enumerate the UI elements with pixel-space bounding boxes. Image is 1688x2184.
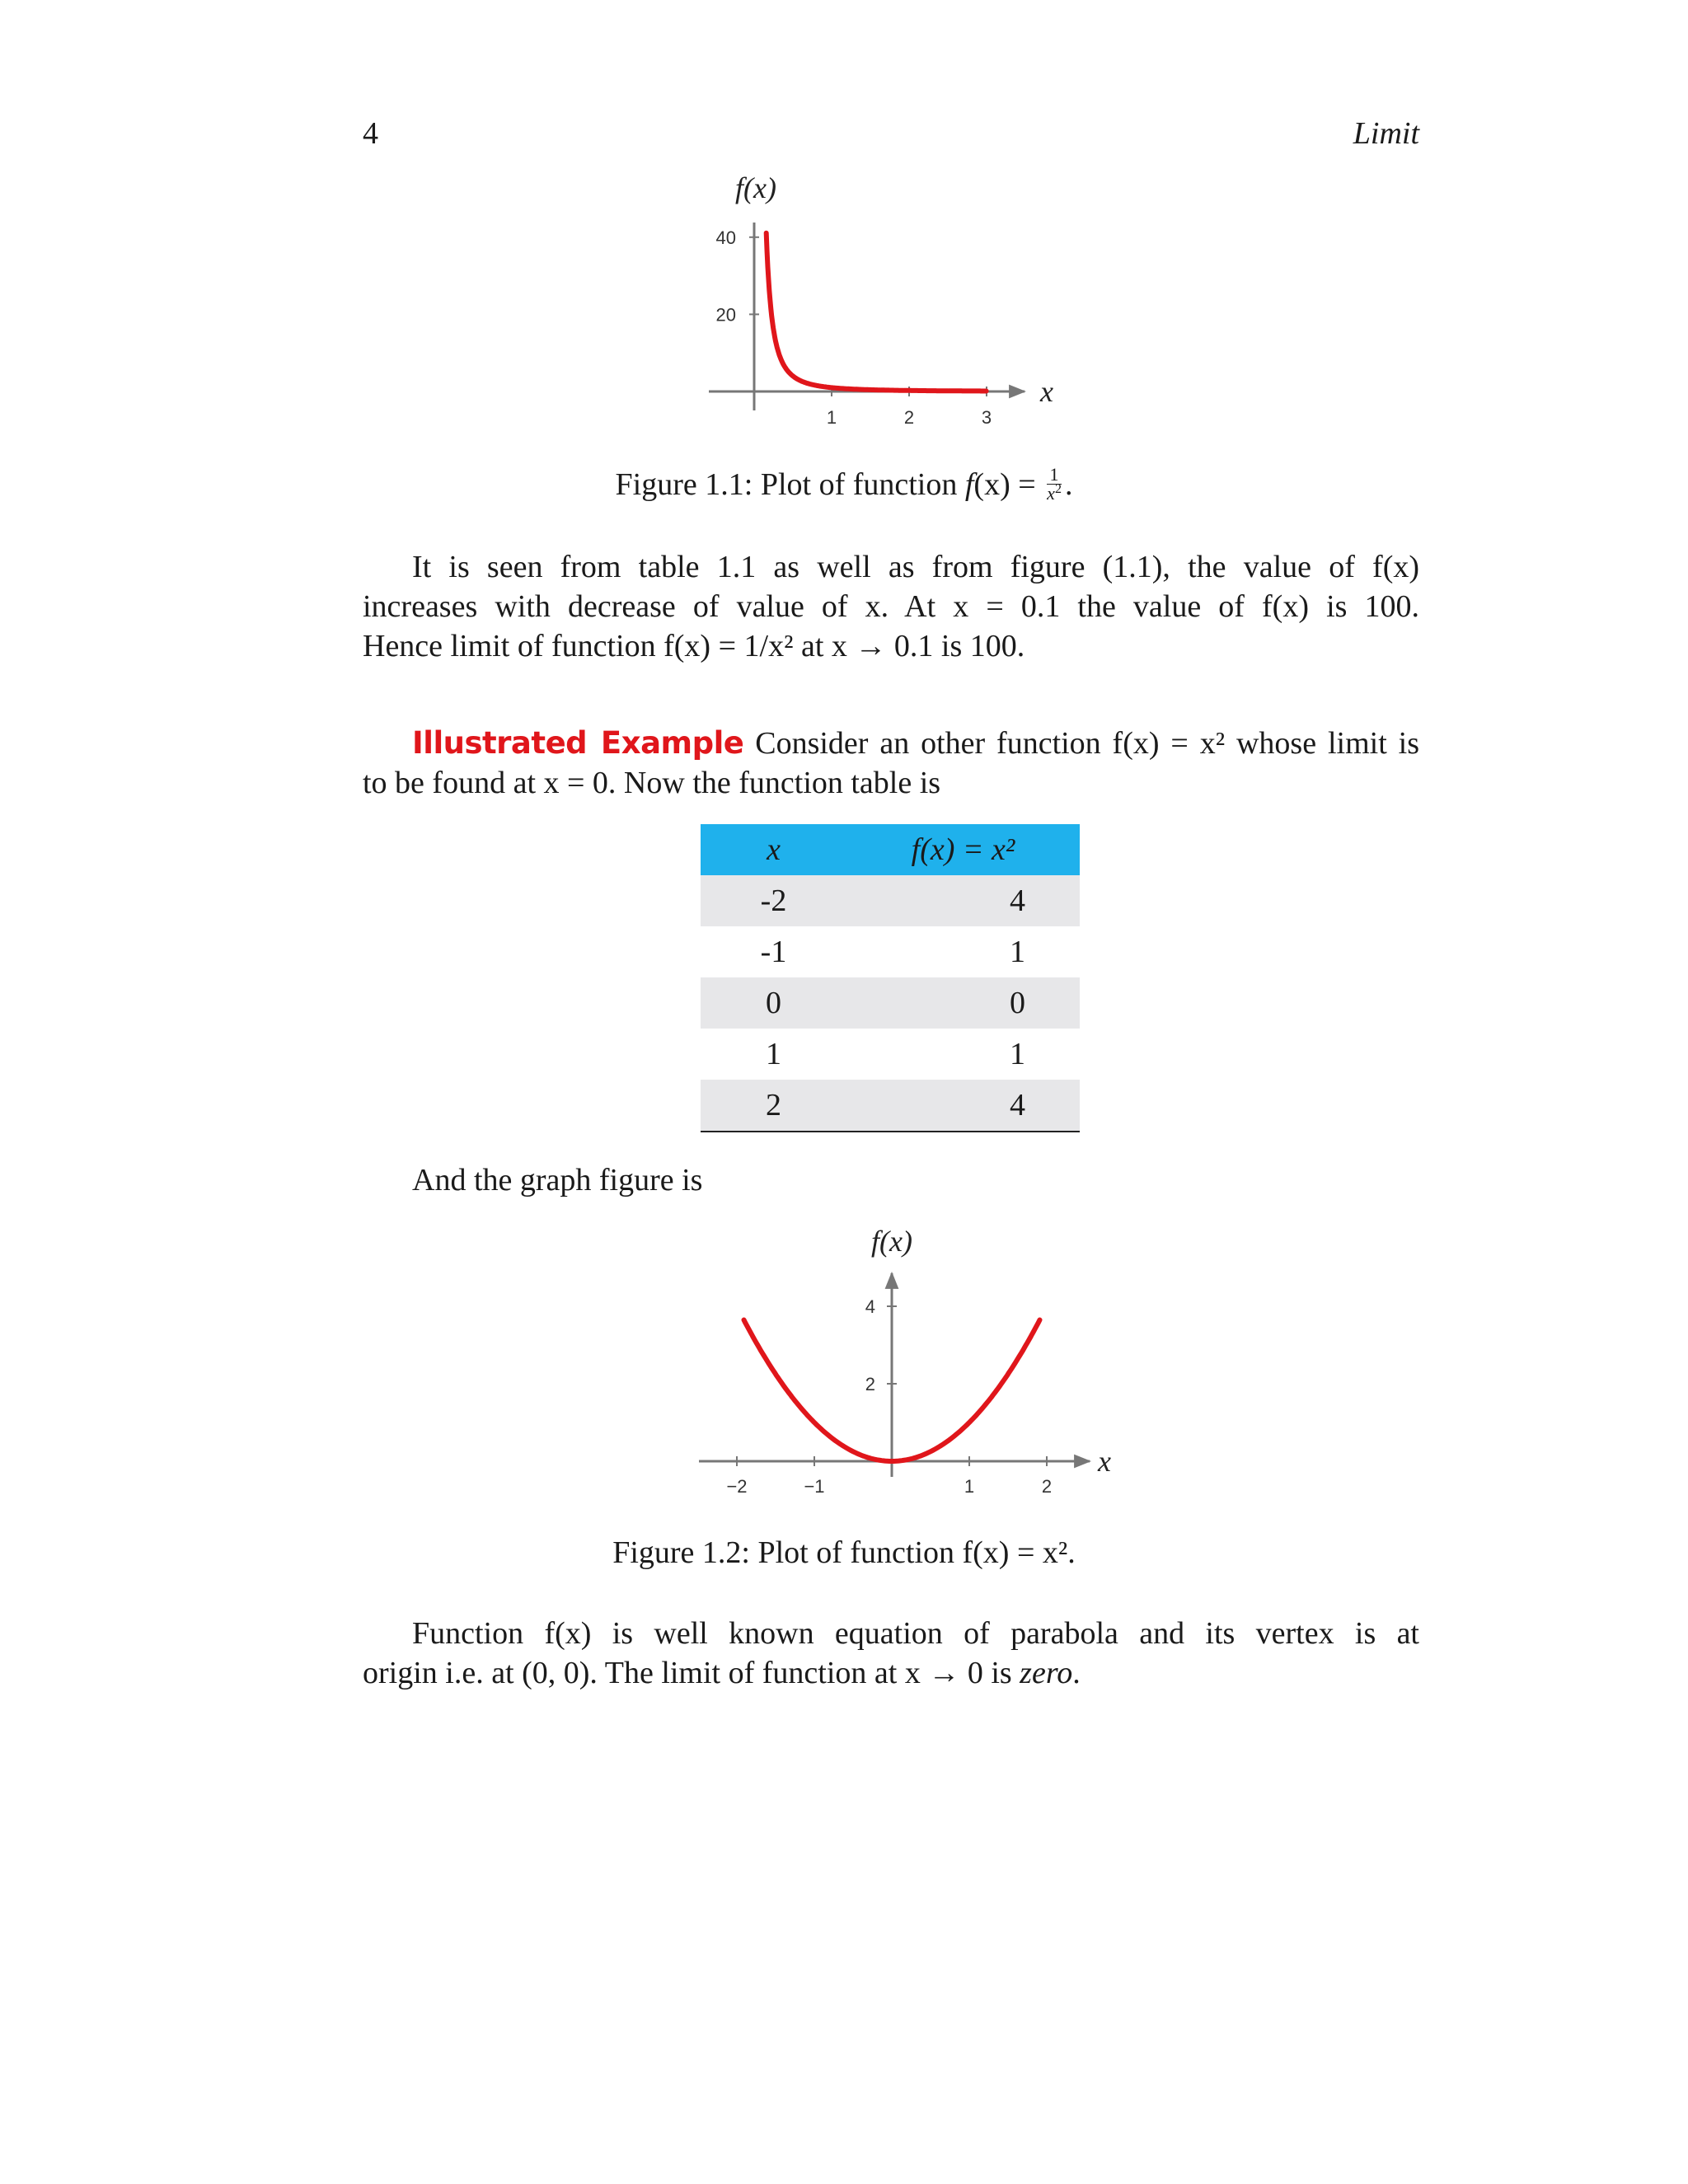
y-tick-label: 20 — [715, 304, 736, 326]
table-cell-fx: 1 — [1010, 1037, 1025, 1071]
x-tick-label: 2 — [1041, 1476, 1053, 1497]
example-line-2: to be found at x = 0. Now the function table is — [363, 766, 941, 800]
y-tick-label: 2 — [865, 1374, 875, 1394]
table-cell-x: 2 — [701, 1080, 846, 1132]
paragraph-1-line-2: increases with decrease of value of x. At x = 0.1 the value of f(x) is 100. — [363, 589, 1419, 624]
y-tick-label: 40 — [715, 227, 736, 248]
x-tick-label: −2 — [726, 1476, 748, 1497]
table-cell-fx: 1 — [1010, 935, 1025, 969]
y-tick-label: 4 — [865, 1296, 875, 1317]
table-header-x: x — [701, 824, 846, 875]
table-cell-fx: 4 — [846, 1080, 1080, 1132]
y-axis-label: f(x) — [871, 1225, 912, 1258]
x-axis-label: x — [1040, 375, 1053, 408]
paragraph-2: And the graph figure is — [412, 1163, 703, 1197]
table-cell-x: 0 — [701, 977, 846, 1029]
table-cell-fx: 0 — [846, 977, 1080, 1029]
running-title: Limit — [1353, 116, 1419, 151]
x-tick-label: 1 — [964, 1476, 975, 1497]
example-label: Illustrated Example — [412, 725, 744, 761]
table-cell-x: -2 — [701, 875, 846, 926]
example-line-1: Illustrated Example Consider an other function f(x) = x² whose limit is — [412, 725, 1419, 761]
paragraph-3-line-1: Function f(x) is well known equation of parabola and its vertex is at — [412, 1616, 1419, 1651]
figure-1-caption: Figure 1.1: Plot of function f(x) = $\frac{1}{x^2}$ . — [615, 463, 1073, 504]
x-tick-label: 2 — [903, 407, 915, 428]
table-header-fx: f(x) = x² — [846, 824, 1080, 875]
figure-2-caption: Figure 1.2: Plot of function f(x) = x². — [612, 1535, 1076, 1570]
table-cell-x: 1 — [766, 1037, 781, 1071]
table-cell-fx: 4 — [846, 875, 1080, 926]
x-tick-label: 1 — [826, 407, 837, 428]
y-axis-label: f(x) — [735, 171, 776, 204]
page-number: 4 — [363, 116, 378, 151]
paragraph-3-line-2: origin i.e. at (0, 0). The limit of function at x → 0 is zero. — [363, 1656, 1081, 1690]
paragraph-1-line-3: Hence limit of function f(x) = 1/x² at x → 0.1 is 100. — [363, 629, 1025, 663]
x-tick-label: −1 — [804, 1476, 825, 1497]
paragraph-1-line-1: It is seen from table 1.1 as well as from figure (1.1), the value of f(x) — [412, 550, 1419, 584]
x-tick-label: 3 — [981, 407, 992, 428]
table-cell-x: -1 — [760, 935, 787, 969]
x-axis-label: x — [1098, 1445, 1111, 1478]
